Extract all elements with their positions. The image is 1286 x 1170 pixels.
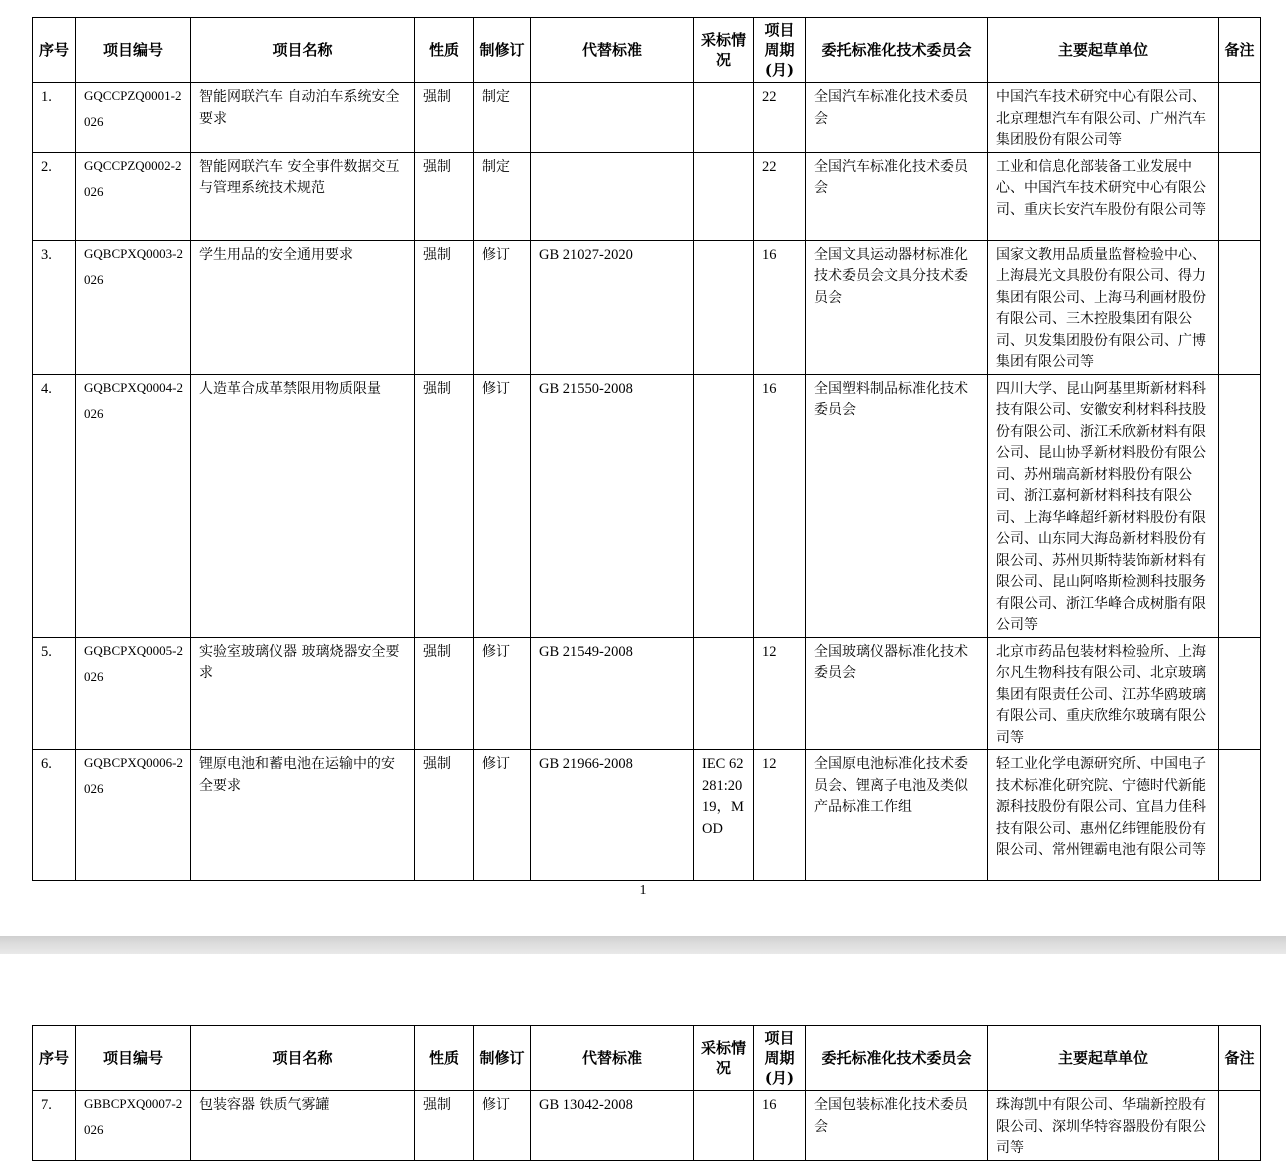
row-revise: 修订 (474, 240, 531, 374)
standards-table-page-1 (32, 17, 1261, 881)
row-revise: 制定 (474, 83, 531, 153)
row-cycle: 22 (754, 152, 806, 240)
table-row (33, 152, 1261, 240)
row-nature: 强制 (415, 152, 474, 240)
header-adopt: 采标情况 (694, 18, 754, 83)
row-nature: 强制 (415, 1091, 474, 1161)
row-revise: 修订 (474, 637, 531, 750)
row-seq: 2. (33, 152, 76, 240)
row-replace: GB 13042-2008 (531, 1091, 694, 1161)
row-committee: 全国玻璃仪器标准化技术委员会 (806, 637, 988, 750)
row-replace: GB 21549-2008 (531, 637, 694, 750)
header-code: 项目编号 (76, 18, 191, 83)
header-cycle: 项目周期(月) (754, 18, 806, 83)
row-adopt (694, 374, 754, 637)
row-remark (1219, 152, 1261, 240)
header-replace: 代替标准 (531, 18, 694, 83)
header-replace: 代替标准 (531, 1026, 694, 1091)
row-cycle: 16 (754, 240, 806, 374)
row-adopt (694, 1091, 754, 1161)
header-name: 项目名称 (191, 18, 415, 83)
row-remark (1219, 240, 1261, 374)
table-row (33, 637, 1261, 750)
header-drafter: 主要起草单位 (988, 1026, 1219, 1091)
header-drafter: 主要起草单位 (988, 18, 1219, 83)
row-code: GQBCPXQ0003-2026 (76, 240, 191, 374)
table-row (33, 750, 1261, 881)
row-adopt: IEC 62281:2019，MOD (694, 750, 754, 881)
table-body-page-2 (33, 1091, 1261, 1161)
row-nature: 强制 (415, 637, 474, 750)
row-seq: 6. (33, 750, 76, 881)
row-drafter: 北京市药品包装材料检验所、上海尔凡生物科技有限公司、北京玻璃集团有限责任公司、江苏华鸥玻璃有限公司、重庆欣维尔玻璃有限公司等 (988, 637, 1219, 750)
row-cycle: 16 (754, 374, 806, 637)
row-code: GQBCPXQ0005-2026 (76, 637, 191, 750)
row-adopt (694, 637, 754, 750)
row-seq: 1. (33, 83, 76, 153)
row-code: GBBCPXQ0007-2026 (76, 1091, 191, 1161)
row-remark (1219, 1091, 1261, 1161)
standards-table-page-2 (32, 1025, 1261, 1161)
table-header-row (33, 1026, 1261, 1091)
header-committee: 委托标准化技术委员会 (806, 1026, 988, 1091)
row-remark (1219, 374, 1261, 637)
table-row (33, 83, 1261, 153)
row-code: GQBCPXQ0004-2026 (76, 374, 191, 637)
row-seq: 4. (33, 374, 76, 637)
header-remark: 备注 (1219, 1026, 1261, 1091)
header-nature: 性质 (415, 18, 474, 83)
row-nature: 强制 (415, 83, 474, 153)
row-nature: 强制 (415, 374, 474, 637)
row-replace (531, 83, 694, 153)
row-name: 学生用品的安全通用要求 (191, 240, 415, 374)
row-cycle: 16 (754, 1091, 806, 1161)
row-committee: 全国文具运动器材标准化技术委员会文具分技术委员会 (806, 240, 988, 374)
header-adopt: 采标情况 (694, 1026, 754, 1091)
row-adopt (694, 240, 754, 374)
row-code: GQCCPZQ0002-2026 (76, 152, 191, 240)
header-committee: 委托标准化技术委员会 (806, 18, 988, 83)
table-row (33, 1091, 1261, 1161)
header-code: 项目编号 (76, 1026, 191, 1091)
table-row (33, 240, 1261, 374)
header-revise: 制修订 (474, 1026, 531, 1091)
row-name: 实验室玻璃仪器 玻璃烧器安全要求 (191, 637, 415, 750)
header-nature: 性质 (415, 1026, 474, 1091)
row-name: 包装容器 铁质气雾罐 (191, 1091, 415, 1161)
table-row (33, 374, 1261, 637)
row-seq: 5. (33, 637, 76, 750)
row-committee: 全国原电池标准化技术委员会、锂离子电池及类似产品标准工作组 (806, 750, 988, 881)
row-adopt (694, 83, 754, 153)
row-replace: GB 21027-2020 (531, 240, 694, 374)
table-body-page-1 (33, 83, 1261, 881)
header-seq: 序号 (33, 18, 76, 83)
row-seq: 3. (33, 240, 76, 374)
row-remark (1219, 750, 1261, 881)
row-revise: 制定 (474, 152, 531, 240)
header-remark: 备注 (1219, 18, 1261, 83)
row-name: 智能网联汽车 自动泊车系统安全要求 (191, 83, 415, 153)
header-revise: 制修订 (474, 18, 531, 83)
row-drafter: 中国汽车技术研究中心有限公司、北京理想汽车有限公司、广州汽车集团股份有限公司等 (988, 83, 1219, 153)
row-seq: 7. (33, 1091, 76, 1161)
row-nature: 强制 (415, 750, 474, 881)
row-committee: 全国汽车标准化技术委员会 (806, 152, 988, 240)
page-number: 1 (639, 883, 647, 898)
page-separator (0, 936, 1286, 954)
row-remark (1219, 83, 1261, 153)
row-name: 人造革合成革禁限用物质限量 (191, 374, 415, 637)
row-cycle: 12 (754, 637, 806, 750)
header-cycle: 项目周期(月) (754, 1026, 806, 1091)
row-cycle: 22 (754, 83, 806, 153)
header-seq: 序号 (33, 1026, 76, 1091)
row-name: 智能网联汽车 安全事件数据交互与管理系统技术规范 (191, 152, 415, 240)
row-nature: 强制 (415, 240, 474, 374)
header-name: 项目名称 (191, 1026, 415, 1091)
row-adopt (694, 152, 754, 240)
row-revise: 修订 (474, 374, 531, 637)
row-cycle: 12 (754, 750, 806, 881)
row-drafter: 工业和信息化部装备工业发展中心、中国汽车技术研究中心有限公司、重庆长安汽车股份有限公司等 (988, 152, 1219, 240)
row-drafter: 国家文教用品质量监督检验中心、上海晨光文具股份有限公司、得力集团有限公司、上海马利画材股份有限公司、三木控股集团有限公司、贝发集团股份有限公司、广博集团有限公司等 (988, 240, 1219, 374)
row-name: 锂原电池和蓄电池在运输中的安全要求 (191, 750, 415, 881)
row-code: GQBCPXQ0006-2026 (76, 750, 191, 881)
row-replace: GB 21550-2008 (531, 374, 694, 637)
row-drafter: 轻工业化学电源研究所、中国电子技术标准化研究院、宁德时代新能源科技股份有限公司、宜昌力佳科技有限公司、惠州亿纬锂能股份有限公司、常州锂霸电池有限公司等 (988, 750, 1219, 881)
row-revise: 修订 (474, 1091, 531, 1161)
row-committee: 全国包装标准化技术委员会 (806, 1091, 988, 1161)
row-committee: 全国塑料制品标准化技术委员会 (806, 374, 988, 637)
table-header-row (33, 18, 1261, 83)
row-drafter: 珠海凯中有限公司、华瑞新控股有限公司、深圳华特容器股份有限公司等 (988, 1091, 1219, 1161)
row-drafter: 四川大学、昆山阿基里斯新材料科技有限公司、安徽安利材料科技股份有限公司、浙江禾欣新材料有限公司、昆山协孚新材料股份有限公司、苏州瑞高新材料股份有限公司、浙江嘉柯新材料科技有限公司、上海华峰超纤新材料股份有限公司、山东同大海岛新材料股份有限公司、苏州贝斯特装饰新材料有限公司、昆山阿咯斯检测科技服务有限公司、浙江华峰合成树脂有限公司等 (988, 374, 1219, 637)
row-replace (531, 152, 694, 240)
row-revise: 修订 (474, 750, 531, 881)
row-code: GQCCPZQ0001-2026 (76, 83, 191, 153)
row-committee: 全国汽车标准化技术委员会 (806, 83, 988, 153)
document-page-2 (0, 954, 1286, 1170)
row-replace: GB 21966-2008 (531, 750, 694, 881)
row-remark (1219, 637, 1261, 750)
